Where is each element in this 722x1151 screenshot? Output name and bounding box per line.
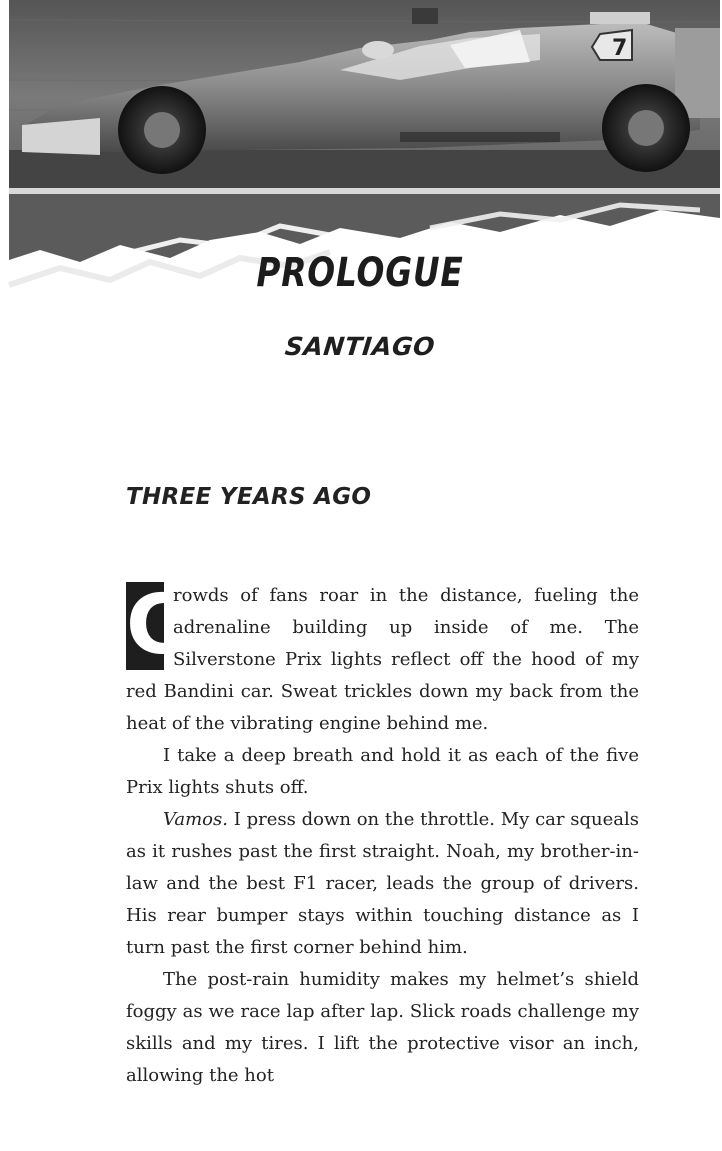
paragraph-text: The post-rain humidity makes my helmet’s shield foggy as we race lap after lap. Slick roads challenge my skills and my tires. I lift the protective visor an inch, allowing the hot	[126, 969, 639, 1086]
paragraph	[126, 804, 639, 964]
car-number: 7	[612, 36, 628, 61]
paragraph-text: I take a deep breath and hold it as each of the five Prix lights shuts off.	[126, 745, 639, 798]
chapter-title: PROLOGUE	[256, 250, 464, 296]
paragraph-text: I press down on the throttle. My car squeals as it rushes past the first straight. Noah, my brother-in-law and the best F1 racer, leads the group of drivers. His rear bumper stays within touching distance as I turn past the first corner behind him.	[126, 809, 639, 958]
paragraph-text: rowds of fans roar in the distance, fueling the adrenaline building up inside of me. The Silverstone Prix lights reflect off the hood of my red Bandini car. Sweat trickles down my back from the heat of the vibrating engine behind me.	[126, 585, 639, 734]
emphasis-text: Vamos.	[163, 809, 228, 830]
chapter-body	[126, 580, 639, 1092]
drop-cap: C	[126, 578, 187, 673]
paragraph	[126, 740, 639, 804]
pov-character-name: SANTIAGO	[283, 332, 437, 361]
section-time-header: THREE YEARS AGO	[126, 484, 372, 510]
paragraph	[126, 580, 639, 740]
paragraph	[126, 964, 639, 1092]
